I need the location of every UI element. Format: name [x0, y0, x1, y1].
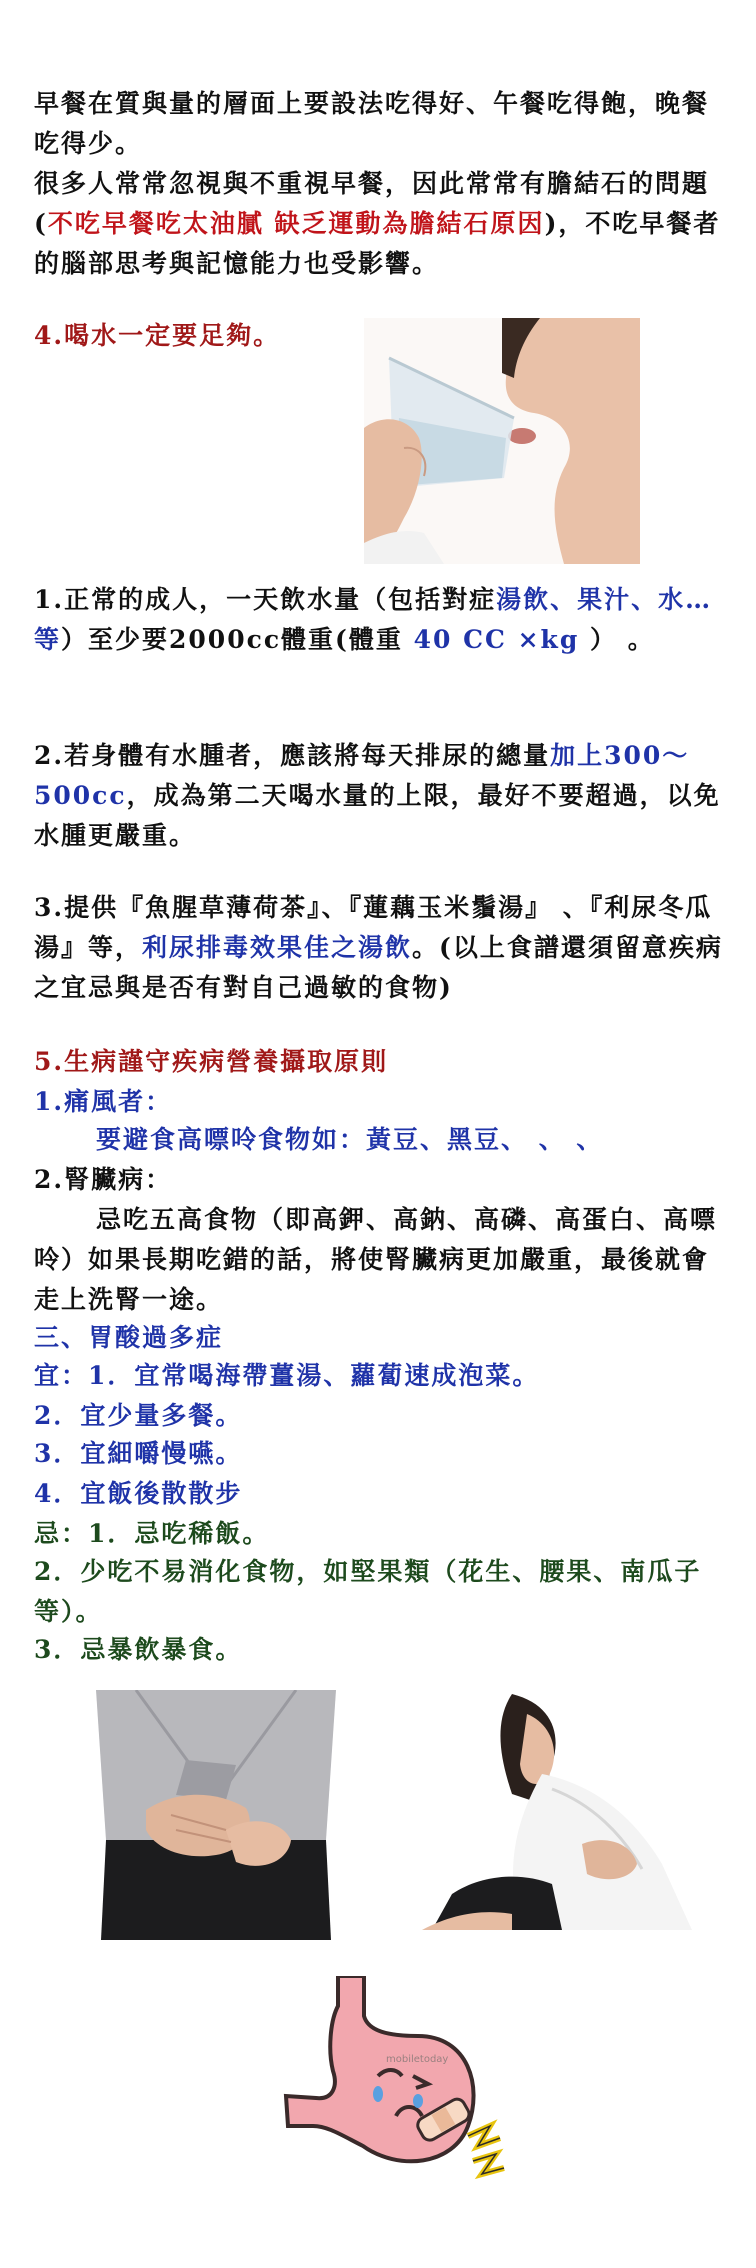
acid-dont-1: 忌：1．忌吃稀飯。 — [34, 1519, 270, 1548]
intro-paragraph-1: 早餐在質與量的層面上要設法吃得好、午餐吃得飽，晚餐吃得少。 — [34, 89, 710, 158]
item1-text-a: 1.正常的成人，一天飲水量（包括對症 — [34, 585, 497, 614]
item3-diuretic-highlight: 利尿排毒效果佳之湯飲 — [142, 933, 413, 962]
woman-holding-stomach-illustration — [76, 1690, 356, 1940]
gallstone-cause-highlight: 不吃早餐吃太油膩 缺乏運動為膽結石原因 — [47, 209, 545, 238]
item2-text-a: 2.若身體有水腫者，應該將每天排尿的總量 — [34, 741, 551, 770]
section-5-heading: 5.生病謹守疾病營養攝取原則 — [34, 1047, 389, 1076]
item1-formula-highlight: 40 CC ×kg — [413, 625, 580, 654]
water-intake-item-1 — [34, 580, 724, 660]
sad-stomach-cartoon — [268, 1976, 508, 2186]
gout-advice: 要避食高嘌呤食物如：黃豆、黑豆、 、 、 — [96, 1125, 604, 1154]
drinking-water-photo — [364, 318, 640, 564]
cartoon-watermark: mobiletoday — [386, 2054, 449, 2065]
water-intake-item-3 — [34, 888, 724, 1008]
water-intake-item-2 — [34, 736, 724, 856]
acid-do-1: 宜：1．宜常喝海帶薑湯、蘿蔔速成泡菜。 — [34, 1361, 540, 1390]
kidney-title: 2.腎臟病： — [34, 1165, 173, 1194]
stomachache-photo-1 — [76, 1690, 356, 1940]
woman-bending-illustration — [392, 1694, 702, 1930]
section-4-heading: 4.喝水一定要足夠。 — [34, 321, 281, 350]
item3-text-b: 。(以上食譜還須留意疾病之宜忌與是否有對自己過敏的食物) — [34, 933, 723, 1002]
acid-do-4: 4．宜飯後散散步 — [34, 1479, 243, 1508]
item2-text-b: ，成為第二天喝水量的上限，最好不要超過，以免水腫更嚴重。 — [34, 781, 721, 850]
acid-title: 三、胃酸過多症 — [34, 1323, 224, 1352]
item3-text-a: 3.提供『魚腥草薄荷茶』、『蓮藕玉米鬚湯』 、『利尿冬瓜湯』等， — [34, 893, 713, 962]
intro-paragraph-2 — [34, 164, 724, 284]
item1-text-c: ） 。 — [579, 625, 655, 654]
acid-dont-3: 3．忌暴飲暴食。 — [34, 1635, 243, 1664]
item1-drinks-highlight: 湯飲、果汁、水…等 — [34, 585, 713, 654]
acid-do-2: 2．宜少量多餐。 — [34, 1401, 243, 1430]
stomachache-photo-2 — [392, 1694, 702, 1930]
kidney-advice: 忌吃五高食物（即高鉀、高鈉、高磷、高蛋白、高嘌呤）如果長期吃錯的話，將使腎臟病更加嚴重，最後就會走上洗腎一途。 — [34, 1205, 718, 1314]
acid-dont-2: 2．少吃不易消化食物，如堅果類（花生、腰果、南瓜子等）。 — [34, 1557, 702, 1626]
drinking-water-illustration — [364, 318, 640, 564]
item1-text-b: ）至少要2000cc體重(體重 — [61, 625, 414, 654]
sad-stomach-icon — [268, 1976, 508, 2186]
intro-p2-text-b: )，不吃早餐者的腦部思考與記憶能力也受影響。 — [34, 209, 721, 278]
item2-amount-highlight: 加上300～500cc — [34, 741, 690, 810]
gout-title: 1.痛風者： — [34, 1087, 173, 1116]
intro-p2-text-a: 很多人常常忽視與不重視早餐，因此常常有膽結石的問題( — [34, 169, 710, 238]
acid-do-3: 3．宜細嚼慢嚥。 — [34, 1439, 243, 1468]
